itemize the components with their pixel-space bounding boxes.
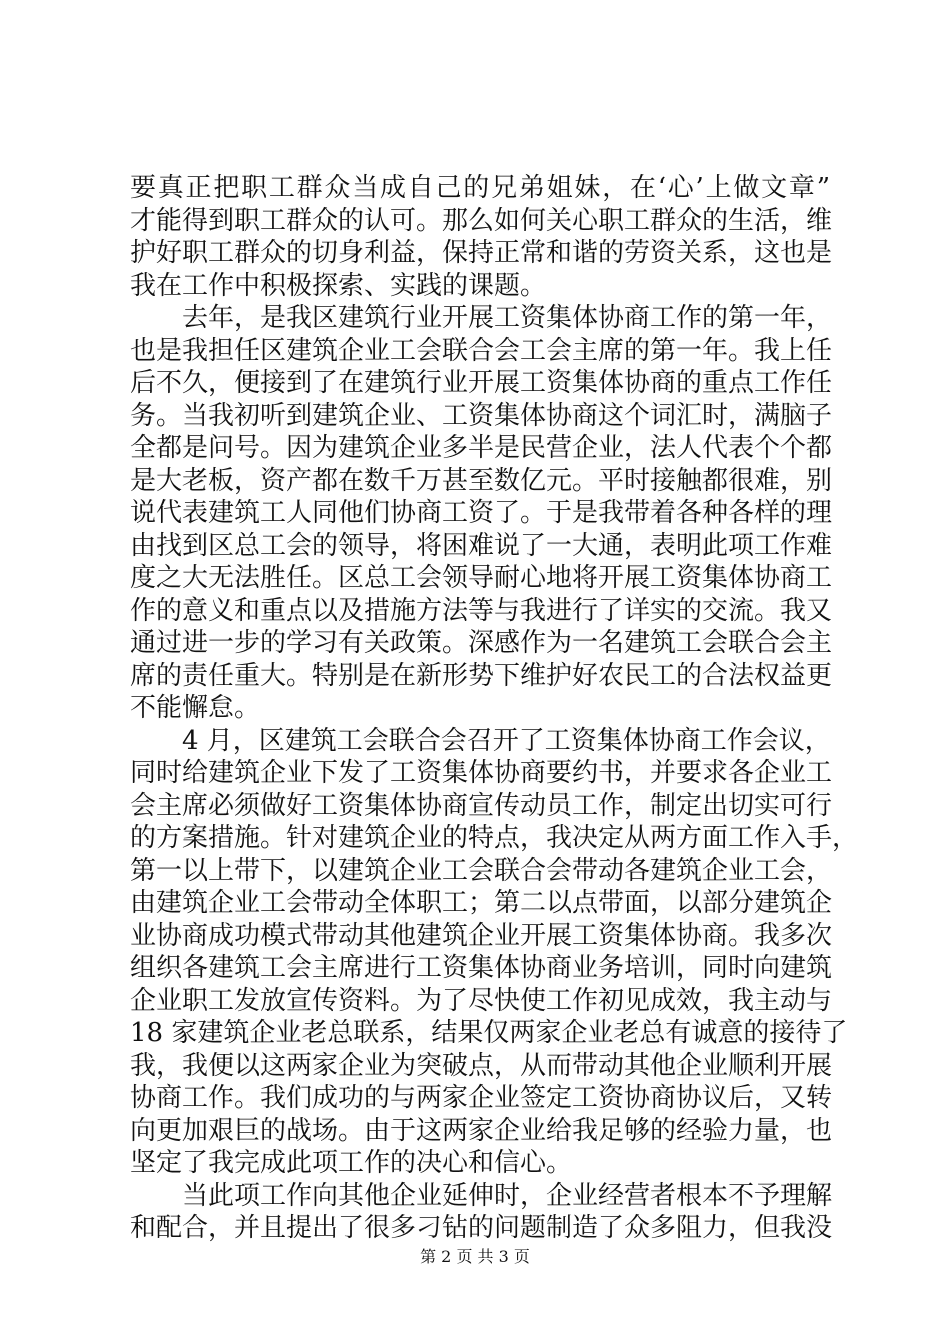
text-line: 18 家建筑企业老总联系，结果仅两家企业老总有诚意的接待了 — [130, 1018, 848, 1048]
text-line: 协商工作。我们成功的与两家企业签定工资协商协议后，又转 — [130, 1083, 833, 1113]
text-line: 度之大无法胜任。区总工会领导耐心地将开展工资集体协商工 — [130, 563, 833, 593]
text-line: 的方案措施。针对建筑企业的特点，我决定从两方面工作入手， — [130, 823, 859, 853]
text-line: 是大老板，资产都在数千万甚至数亿元。平时接触都很难，别 — [130, 465, 833, 496]
text-line: 同时给建筑企业下发了工资集体协商要约书，并要求各企业工 — [130, 758, 833, 788]
text-line: 我，我便以这两家企业为突破点，从而带动其他企业顺利开展 — [130, 1050, 833, 1081]
text-line: 和配合，并且提出了很多刁钻的问题制造了众多阻力，但我没 — [130, 1213, 833, 1243]
text-line: 作的意义和重点以及措施方法等与我进行了详实的交流。我又 — [130, 595, 833, 626]
text-line: 4 月，区建筑工会联合会召开了工资集体协商工作会议， — [182, 725, 831, 756]
text-line: 企业职工发放宣传资料。为了尽快使工作初见成效，我主动与 — [130, 985, 833, 1016]
text-line: 由建筑企业工会带动全体职工；第二以点带面，以部分建筑企 — [130, 888, 833, 918]
text-line: 由找到区总工会的领导，将困难说了一大通，表明此项工作难 — [130, 530, 833, 561]
text-line: 我在工作中积极探索、实践的课题。 — [130, 270, 547, 301]
text-line: 后不久，便接到了在建筑行业开展工资集体协商的重点工作任 — [130, 368, 833, 398]
text-line: 去年，是我区建筑行业开展工资集体协商工作的第一年， — [182, 303, 833, 333]
text-line: 全都是问号。因为建筑企业多半是民营企业，法人代表个个都 — [130, 433, 833, 463]
text-line: 才能得到职工群众的认可。那么如何关心职工群众的生活，维 — [130, 205, 833, 236]
text-line: 当此项工作向其他企业延伸时，企业经营者根本不予理解 — [182, 1180, 833, 1211]
text-line: 会主席必须做好工资集体协商宣传动员工作，制定出切实可行 — [130, 790, 833, 821]
text-line: 务。当我初听到建筑企业、工资集体协商这个词汇时，满脑子 — [130, 400, 833, 431]
text-line: 也是我担任区建筑企业工会联合会工会主席的第一年。我上任 — [130, 335, 833, 366]
page-footer: 第 2 页 共 3 页 — [420, 1247, 530, 1266]
text-line: 业协商成功模式带动其他建筑企业开展工资集体协商。我多次 — [130, 920, 833, 951]
text-line: 向更加艰巨的战场。由于这两家企业给我足够的经验力量，也 — [130, 1115, 833, 1146]
text-line: 席的责任重大。特别是在新形势下维护好农民工的合法权益更 — [130, 660, 833, 691]
text-line: 第一以上带下，以建筑企业工会联合会带动各建筑企业工会， — [130, 855, 833, 886]
document-body — [130, 172, 859, 1245]
text-line: 坚定了我完成此项工作的决心和信心。 — [130, 1148, 573, 1178]
text-line: 说代表建筑工人同他们协商工资了。于是我带着各种各样的理 — [130, 498, 833, 528]
text-line: 不能懈怠。 — [130, 693, 261, 723]
text-line: 组织各建筑工会主席进行工资集体协商业务培训，同时向建筑 — [130, 953, 833, 983]
text-line: 要真正把职工群众当成自己的兄弟姐妹，在‘心’上做文章” — [130, 173, 830, 203]
text-line: 护好职工群众的切身利益，保持正常和谐的劳资关系，这也是 — [130, 238, 833, 268]
text-line: 通过进一步的学习有关政策。深感作为一名建筑工会联合会主 — [130, 628, 833, 658]
